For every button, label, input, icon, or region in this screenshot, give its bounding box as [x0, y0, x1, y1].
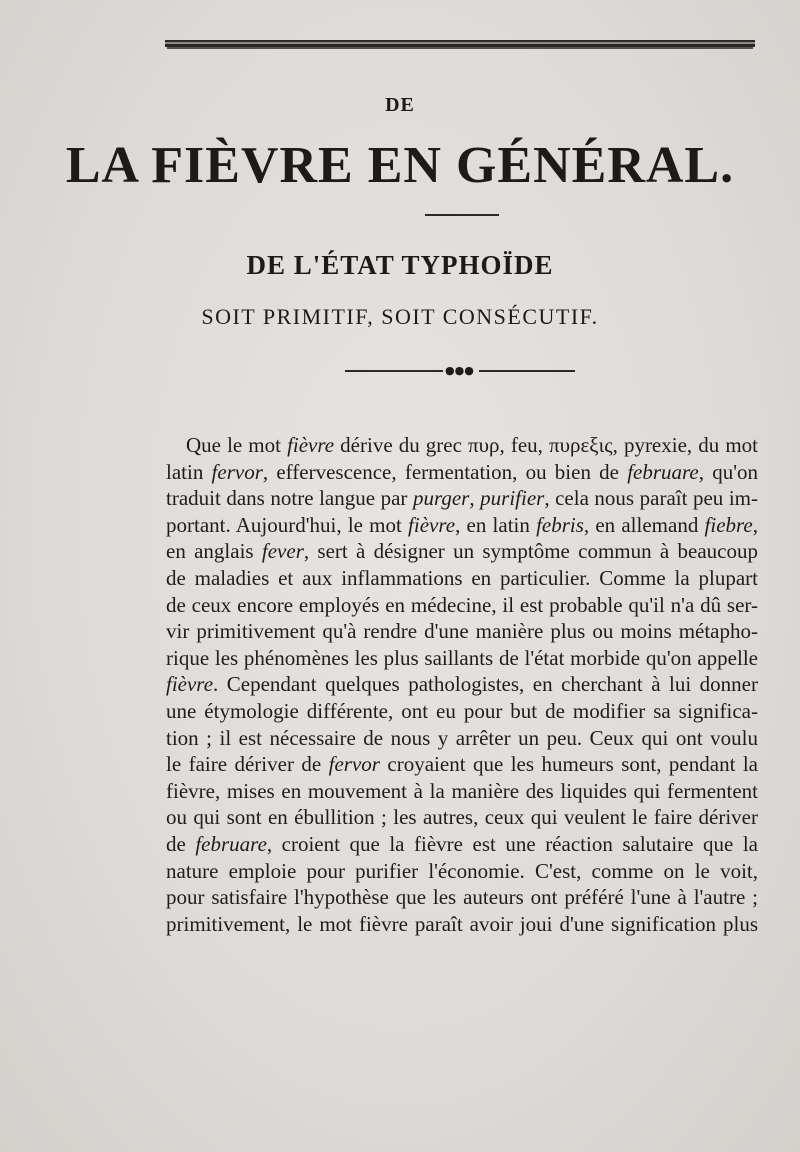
text-run: rique les phénomènes les plus saillants de l'état morbide qu'on appelle — [166, 645, 758, 670]
body-paragraph — [166, 432, 758, 937]
text-run: pour satisfaire l'hypothèse que les auteurs ont préféré l'une à l'autre ; — [166, 885, 758, 910]
text-line — [166, 512, 758, 539]
italic-term: fièvre — [287, 433, 335, 457]
text-run: traduit dans notre langue par — [166, 486, 413, 511]
text-run: , — [752, 512, 758, 537]
text-line — [166, 432, 758, 459]
text-line — [166, 884, 758, 911]
ornamental-rule: ●●● — [345, 364, 575, 378]
italic-term: fervor — [211, 459, 263, 484]
italic-term: febris — [536, 512, 584, 537]
italic-term: fièvre — [408, 512, 456, 537]
text-line — [166, 671, 758, 698]
text-line — [166, 459, 758, 486]
text-run: , — [469, 486, 481, 511]
text-run: , en latin — [455, 512, 537, 537]
title-divider — [425, 214, 499, 216]
text-line — [166, 831, 758, 858]
text-run: le faire dériver de — [166, 752, 329, 777]
text-line — [166, 751, 758, 778]
text-line — [166, 645, 758, 672]
text-run: de ceux encore employés en médecine, il est probable qu'il n'a dû ser- — [166, 592, 758, 617]
italic-term: fièvre — [166, 672, 214, 697]
text-run: une étymologie différente, ont eu pour but de modifier sa significa- — [166, 698, 758, 723]
italic-term: fiebre — [704, 512, 753, 537]
text-run: Que le mot — [186, 433, 288, 457]
italic-term: februare — [627, 459, 699, 484]
text-line — [166, 592, 758, 619]
text-run: , croient que la fièvre est une réaction salutaire que la — [266, 831, 758, 856]
text-run: latin — [166, 459, 212, 484]
text-run: de maladies et aux inflammations en particulier. Comme la plupart — [166, 565, 758, 590]
text-run: primitivement, le mot fièvre paraît avoir joui d'une signification plus — [166, 911, 758, 936]
text-line — [166, 778, 758, 805]
text-run: , sert à désigner un symptôme commun à beaucoup — [303, 539, 758, 564]
text-line — [166, 618, 758, 645]
text-run: vir primitivement qu'à rendre d'une manière plus ou moins métapho- — [166, 619, 758, 644]
text-run: dérive du grec πυρ, feu, πυρεξις, pyrexie, du mot — [334, 433, 758, 457]
text-line — [166, 804, 758, 831]
subtitle: DE L'ÉTAT TYPHOÏDE — [246, 250, 554, 280]
text-run: croyaient que les humeurs sont, pendant la — [379, 752, 758, 777]
text-run: de — [166, 831, 196, 856]
text-run: . Cependant quelques pathologistes, en cherchant à lui donner — [213, 672, 758, 697]
italic-term: purger — [412, 486, 470, 511]
text-run: , qu'on — [698, 459, 758, 484]
heading-de: DE — [385, 94, 415, 116]
text-run: tion ; il est nécessaire de nous y arrêter un peu. Ceux qui ont voulu — [166, 725, 758, 750]
subtitle-secondary: SOIT PRIMITIF, SOIT CONSÉCUTIF. — [201, 304, 599, 329]
italic-term: februare — [195, 831, 267, 856]
text-line — [166, 565, 758, 592]
text-line — [166, 698, 758, 725]
text-run: , cela nous paraît peu im- — [544, 486, 759, 511]
text-run: , effervescence, fermentation, ou bien de — [262, 459, 628, 484]
text-line — [166, 538, 758, 565]
text-run: nature emploie pour purifier l'économie. C'est, comme on le voit, — [166, 858, 758, 883]
italic-term: fervor — [328, 752, 380, 777]
top-double-rule — [165, 40, 755, 47]
text-line — [166, 485, 758, 512]
italic-term: fever — [261, 539, 304, 564]
text-line — [166, 725, 758, 752]
italic-term: purifier — [480, 486, 545, 511]
text-line — [166, 858, 758, 885]
text-run: en anglais — [166, 539, 262, 564]
page-title: LA FIÈVRE EN GÉNÉRAL. — [65, 137, 735, 194]
text-run: , en allemand — [583, 512, 705, 537]
text-run: portant. Aujourd'hui, le mot — [166, 512, 409, 537]
text-line — [166, 911, 758, 938]
text-run: fièvre, mises en mouvement à la manière des liquides qui fermentent — [166, 778, 758, 803]
text-run: ou qui sont en ébullition ; les autres, ceux qui veulent le faire dériver — [166, 805, 758, 830]
